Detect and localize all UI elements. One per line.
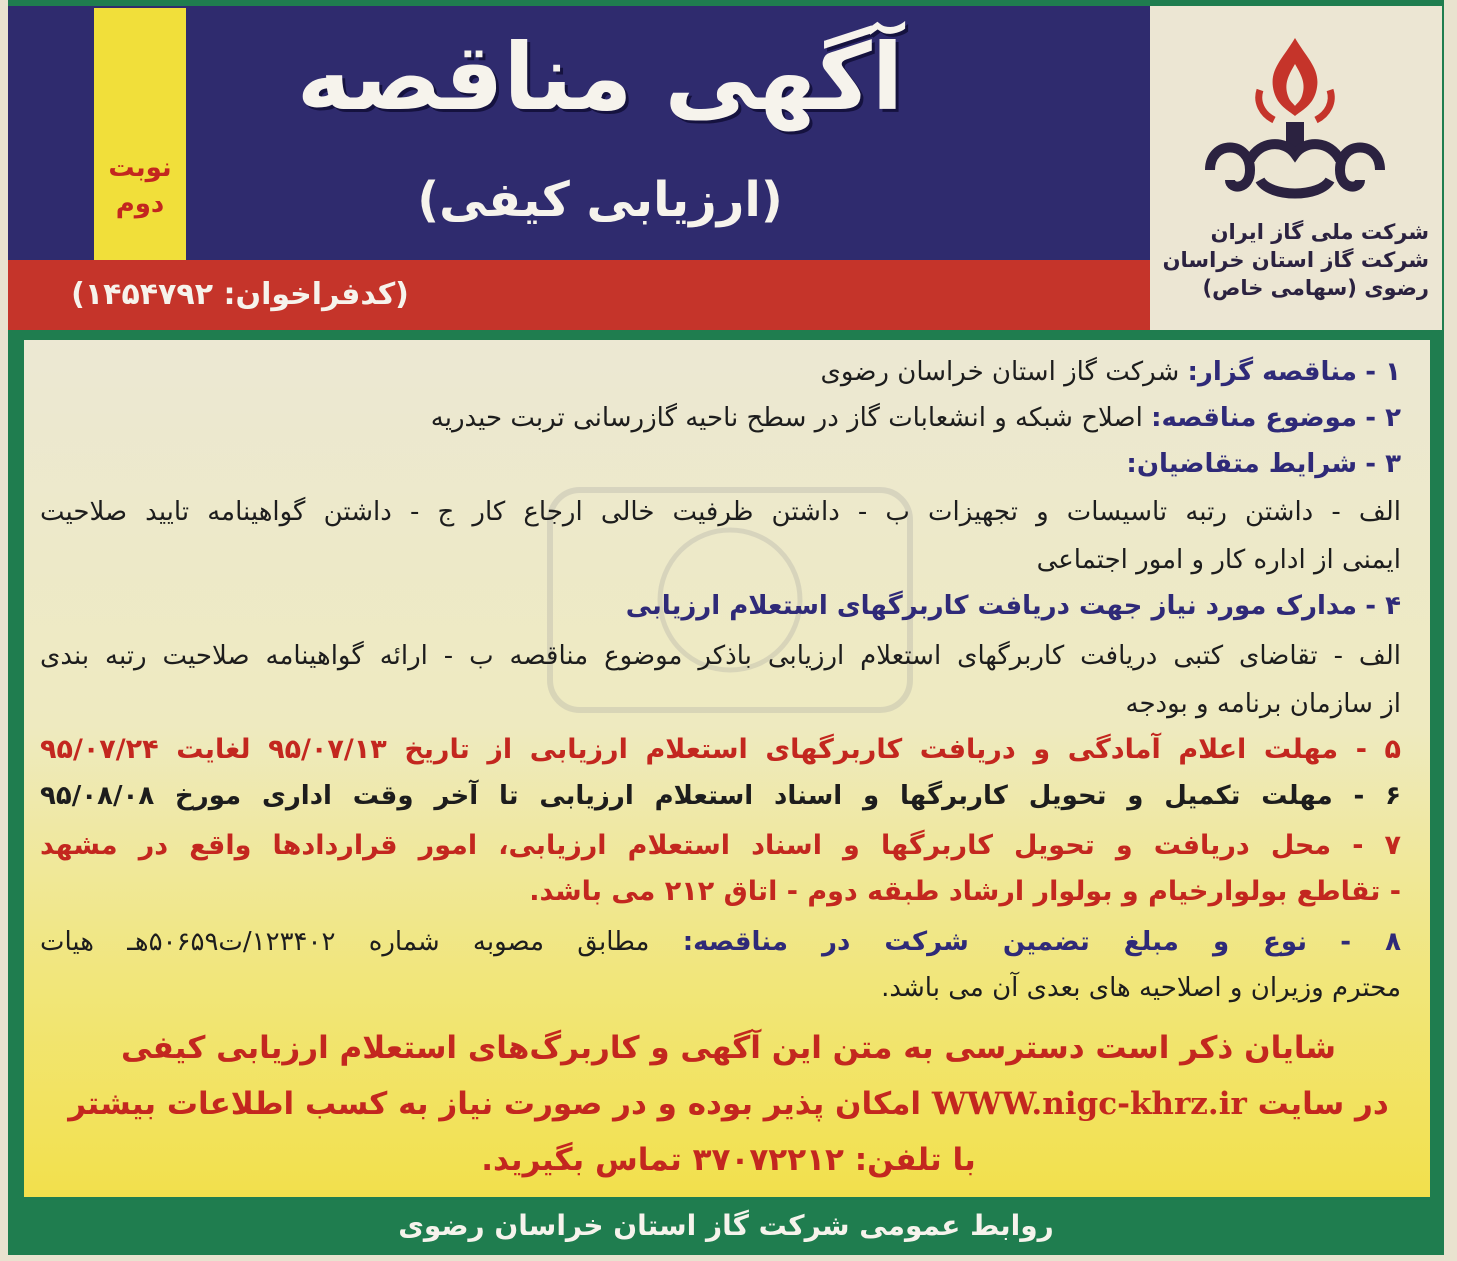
- item-3: [1126, 444, 1401, 484]
- item-8-number: ۸ -: [1340, 927, 1402, 957]
- item-4-line2: از سازمان برنامه و بودجه: [1125, 689, 1401, 719]
- notice-line2-post: امکان پذیر بوده و در صورت نیاز به کسب اطلاعات بیشتر: [68, 1086, 922, 1122]
- item-8: [40, 922, 1401, 962]
- item-1: [821, 352, 1401, 392]
- item-6: ۶ - مهلت تکمیل و تحویل کاربرگها و اسناد استعلام ارزیابی تا آخر وقت اداری مورخ ۹۵/۰۸/۰۸: [40, 781, 1401, 811]
- call-code: (کدفراخوان: ۱۴۵۴۷۹۲): [71, 277, 409, 312]
- item-4-number: ۴ -: [1365, 591, 1401, 621]
- item-8-label: نوع و مبلغ تضمین شرکت در مناقصه:: [682, 927, 1307, 957]
- company-line3: رضوی (سهامی خاص): [1202, 276, 1429, 300]
- company-line1: شرکت ملی گاز ایران: [1210, 220, 1429, 244]
- item-3-number: ۳ -: [1365, 449, 1401, 479]
- footer-public-relations: روابط عمومی شرکت گاز استان خراسان رضوی: [398, 1209, 1054, 1242]
- item-1-label: مناقصه گزار:: [1187, 357, 1358, 387]
- item-2-text: اصلاح شبکه و انشعابات گاز در سطح ناحیه گازرسانی تربت حیدریه: [430, 403, 1143, 433]
- item-5: ۵ - مهلت اعلام آمادگی و دریافت کاربرگهای استعلام ارزیابی از تاریخ ۹۵/۰۷/۱۳ لغایت ۹۵/۰۷/۲۴: [40, 734, 1401, 765]
- company-name: [1155, 218, 1437, 302]
- item-3-line1: الف - داشتن رتبه تاسیسات و تجهیزات ب - داشتن ظرفیت خالی ارجاع کار ج - داشتن گواهینامه تایید صلاحیت: [40, 497, 1401, 527]
- item-7-line1: ۷ - محل دریافت و تحویل کاربرگها و اسناد استعلام ارزیابی، امور قراردادها واقع در مشهد: [40, 830, 1401, 861]
- company-line2: شرکت گاز استان خراسان: [1162, 248, 1429, 272]
- item-4: [626, 586, 1401, 626]
- item-2-number: ۲ -: [1365, 403, 1401, 433]
- round-label-line2: دوم: [115, 189, 165, 219]
- notice-line1: شایان ذکر است دسترسی به متن این آگهی و کاربرگ‌های استعلام ارزیابی کیفی: [120, 1030, 1336, 1066]
- item-3-label: شرایط متقاضیان:: [1126, 449, 1358, 479]
- item-2: [431, 398, 1401, 438]
- item-1-number: ۱ -: [1365, 357, 1401, 387]
- page-title: آگهی مناقصه: [296, 24, 904, 131]
- item-4-label: مدارک مورد نیاز جهت دریافت کاربرگهای استعلام ارزیابی: [625, 591, 1358, 621]
- item-4-line1: الف - تقاضای کتبی دریافت کاربرگهای استعلام ارزیابی باذکر موضوع مناقصه ب - ارائه گواهینامه صلاحیت رتبه بندی: [40, 641, 1401, 671]
- round-tab: [94, 8, 186, 260]
- item-8-text: مطابق مصوبه شماره ۱۲۳۴۰۲/ت۵۰۶۵۹هـ هیات: [40, 927, 650, 957]
- item-3-line2: ایمنی از اداره کار و امور اجتماعی: [1036, 545, 1401, 575]
- item-8-line2: محترم وزیران و اصلاحیه های بعدی آن می باشد.: [881, 973, 1401, 1003]
- notice-line3: با تلفن: ۳۷۰۷۲۲۱۲ تماس بگیرید.: [481, 1142, 976, 1178]
- notice-line2-pre: در سایت: [1257, 1086, 1389, 1122]
- item-1-text: شرکت گاز استان خراسان رضوی: [820, 357, 1180, 387]
- round-label-line1: نوبت: [108, 153, 172, 183]
- round-label: [96, 150, 184, 222]
- nigc-flame-logo-icon: [1190, 30, 1400, 210]
- page-subtitle: (ارزیابی کیفی): [417, 172, 783, 228]
- item-7-line2: - تقاطع بولوارخیام و بولوار ارشاد طبقه دوم - اتاق ۲۱۲ می باشد.: [529, 876, 1401, 907]
- notice-line2: [40, 1078, 1417, 1130]
- website-link[interactable]: WWW.nigc-khrz.ir: [931, 1086, 1247, 1122]
- item-2-label: موضوع مناقصه:: [1151, 403, 1358, 433]
